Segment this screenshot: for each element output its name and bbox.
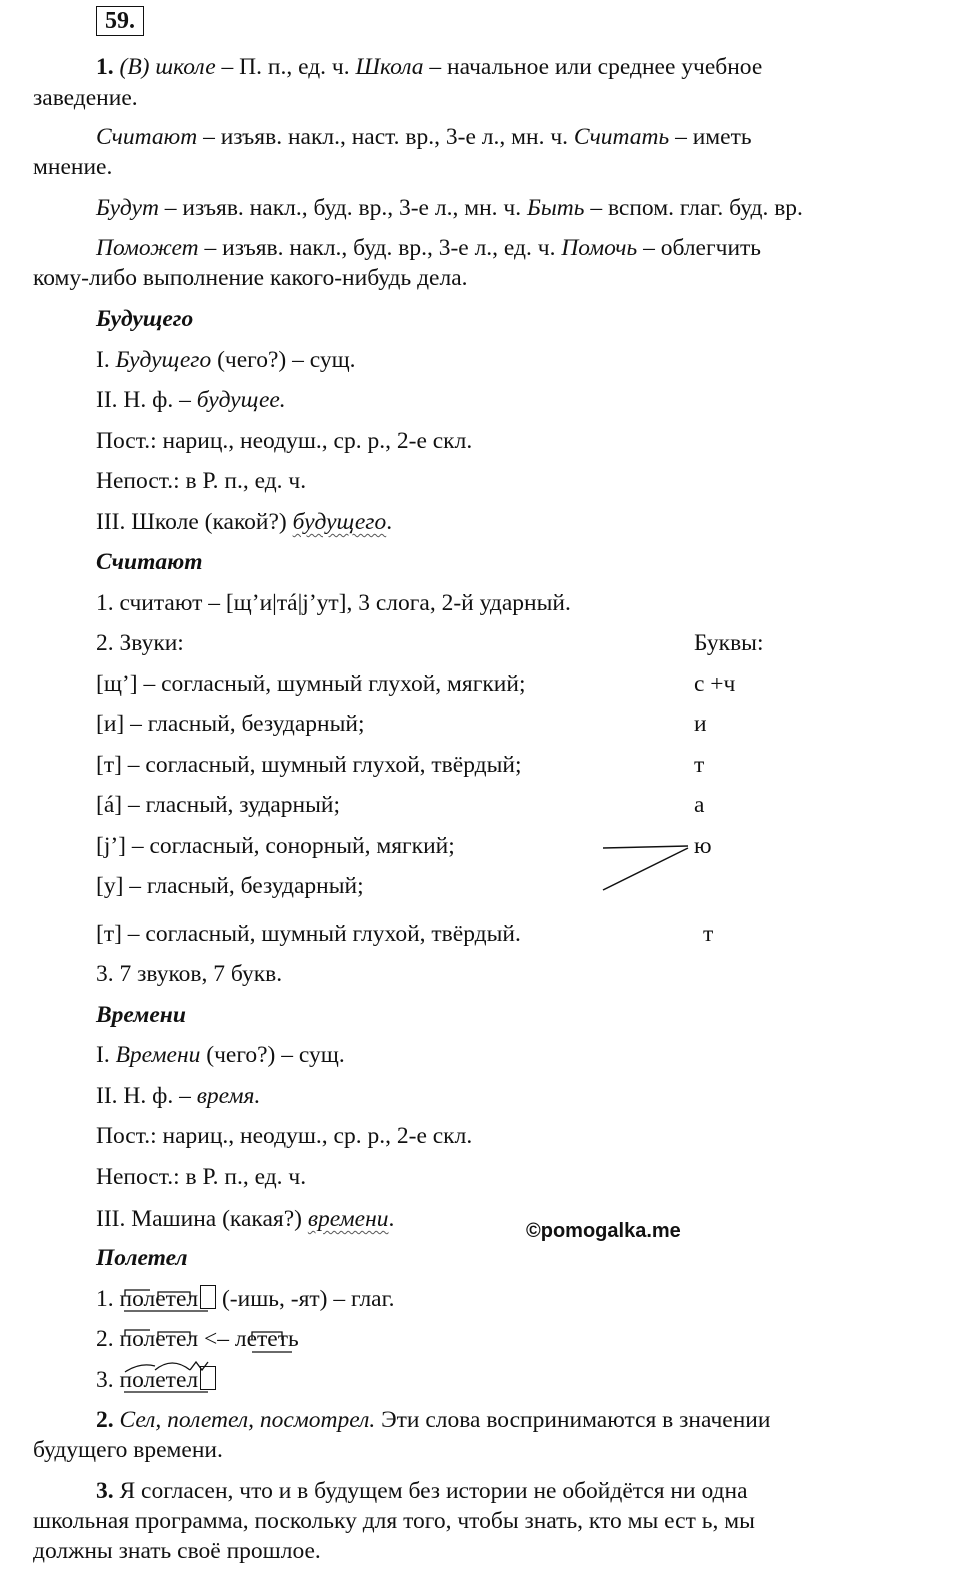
section1-line6: Поможет – изъяв. накл., буд. вр., 3-е л., ед. ч. Помочь – облегчить [96, 235, 762, 261]
section3-line3: должны знать своё прошлое. [33, 1538, 321, 1564]
sound-row: [á] – гласный, зударный; [96, 792, 340, 818]
letters-label: Буквы: [694, 630, 764, 656]
task-number: 59. [96, 6, 144, 36]
vremeni-row4: Непост.: в Р. п., ед. ч. [96, 1164, 307, 1190]
section3-line2: школьная программа, поскольку для того, чтобы знать, кто мы ест ь, мы [33, 1508, 755, 1534]
section3-line1: 3. Я согласен, что и в будущем без истории не обойдётся ни одна [96, 1478, 748, 1504]
watermark: ©pomogalka.me [526, 1220, 681, 1242]
section2-line2: будущего времени. [33, 1437, 223, 1463]
letter-cell: и [694, 711, 707, 737]
heading-schitayut: Считают [96, 549, 203, 575]
sound-row: [и] – гласный, безударный; [96, 711, 365, 737]
sound-row: [т] – согласный, шумный глухой, твёрдый. [96, 921, 521, 947]
section1-line5: Будут – изъяв. накл., буд. вр., 3-е л., мн. ч. Быть – вспом. глаг. буд. вр. [96, 195, 803, 221]
vremeni-row2: II. Н. ф. – время. [96, 1083, 261, 1109]
section3-number: 3. [96, 1478, 114, 1504]
vremeni-row1: I. Времени (чего?) – сущ. [96, 1042, 345, 1068]
letter-cell: а [694, 792, 705, 818]
letter-cell: т [703, 921, 714, 947]
budushchego-row5: III. Школе (какой?) будущего. [96, 509, 393, 535]
section1-line7: кому-либо выполнение какого-нибудь дела. [33, 265, 468, 291]
heading-poletel: Полетел [96, 1245, 188, 1271]
word-poletel: полетел [119, 1286, 199, 1312]
heading-vremeni: Времени [96, 1002, 186, 1028]
budushchego-row1: I. Будущего (чего?) – сущ. [96, 347, 356, 373]
budushchego-row3: Пост.: нариц., неодуш., ср. р., 2-е скл. [96, 428, 473, 454]
letter-cell: т [694, 752, 705, 778]
letter-cell: ю [694, 833, 712, 859]
budushchego-row2: II. Н. ф. – будущее. [96, 387, 286, 413]
vremeni-row5: III. Машина (какая?) времени. [96, 1206, 395, 1232]
schitayut-transcription: 1. считают – [щ’и|тá|j’ут], 3 слога, 2-й ударный. [96, 590, 571, 616]
ending-box [200, 1366, 216, 1390]
heading-budushchego: Будущего [96, 306, 194, 332]
section1-line1: 1. (В) школе – П. п., ед. ч. Школа – начальное или среднее учебное [96, 54, 763, 80]
schitayut-summary: 3. 7 звуков, 7 букв. [96, 961, 283, 987]
link-line-u [603, 848, 688, 890]
sound-row: [т] – согласный, шумный глухой, твёрдый; [96, 752, 522, 778]
letter-cell: с +ч [694, 671, 736, 697]
poletel-row3: 3. полетел [96, 1366, 216, 1394]
section2-line1: 2. Сел, полетел, посмотрел. Эти слова воспринимаются в значении [96, 1407, 771, 1433]
sound-row: [у] – гласный, безударный; [96, 873, 364, 899]
poletel-row1: 1. полетел (-ишь, -ят) – глаг. [96, 1286, 395, 1312]
sounds-label: 2. Звуки: [96, 630, 184, 656]
section2-number: 2. [96, 1407, 114, 1433]
section1-line2: заведение. [33, 85, 138, 111]
budushchego-row4: Непост.: в Р. п., ед. ч. [96, 468, 307, 494]
sound-row: [щ’] – согласный, шумный глухой, мягкий; [96, 671, 526, 697]
ending-box [200, 1285, 216, 1309]
section1-number: 1. [96, 54, 114, 80]
sound-row: [j’] – согласный, сонорный, мягкий; [96, 833, 455, 859]
word-v-shkole: (В) школе [119, 54, 216, 80]
poletel-row2: 2. полетел <– лететь [96, 1326, 299, 1352]
section1-line3: Считают – изъяв. накл., наст. вр., 3-е л., мн. ч. Считать – иметь [96, 124, 752, 150]
section1-line4: мнение. [33, 154, 113, 180]
link-line-j [603, 846, 688, 848]
vremeni-row3: Пост.: нариц., неодуш., ср. р., 2-е скл. [96, 1123, 473, 1149]
